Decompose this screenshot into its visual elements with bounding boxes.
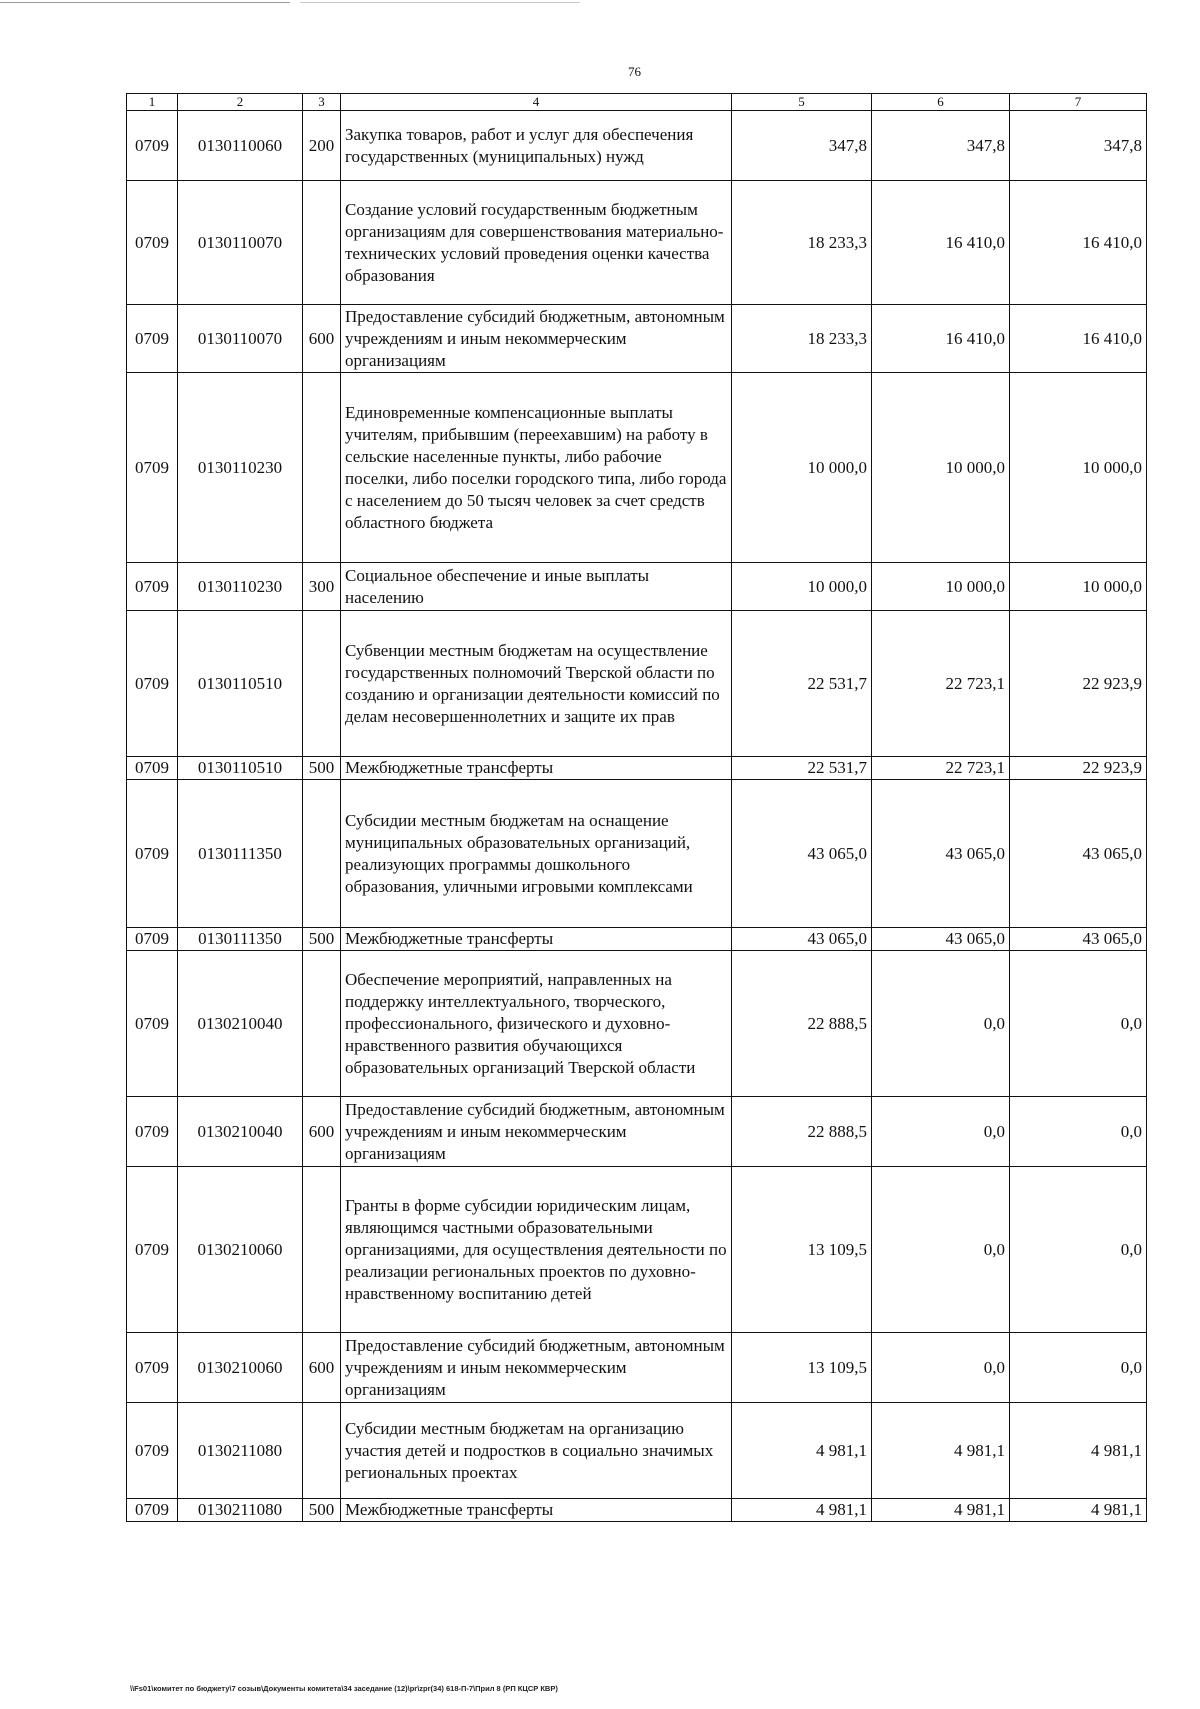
amount-col7: 16 410,0 <box>1010 181 1147 305</box>
amount-col7: 10 000,0 <box>1010 373 1147 563</box>
table-row <box>127 181 1147 305</box>
target-code: 0130110060 <box>178 111 303 181</box>
item-name: Субсидии местным бюджетам на оснащение муниципальных образовательных организаций, реализующих программы дошкольного образования, уличными игровыми комплексами <box>341 780 732 928</box>
section-code: 0709 <box>127 780 178 928</box>
amount-col6: 4 981,1 <box>872 1499 1010 1522</box>
section-code: 0709 <box>127 563 178 611</box>
table-row <box>127 1499 1147 1522</box>
section-code: 0709 <box>127 1333 178 1403</box>
amount-col7: 43 065,0 <box>1010 928 1147 951</box>
item-name: Создание условий государственным бюджетным организациям для совершенствования материально-технических условий проведения оценки качества образования <box>341 181 732 305</box>
expense-kind <box>303 951 341 1097</box>
item-name: Межбюджетные трансферты <box>341 1499 732 1522</box>
target-code: 0130211080 <box>178 1403 303 1499</box>
target-code: 0130111350 <box>178 780 303 928</box>
amount-col5: 4 981,1 <box>732 1403 872 1499</box>
table-row <box>127 780 1147 928</box>
header-cell: 6 <box>872 94 1010 111</box>
amount-col5: 13 109,5 <box>732 1333 872 1403</box>
target-code: 0130111350 <box>178 928 303 951</box>
expense-kind: 600 <box>303 305 341 373</box>
target-code: 0130210040 <box>178 1097 303 1167</box>
section-code: 0709 <box>127 1499 178 1522</box>
table-row <box>127 373 1147 563</box>
amount-col7: 4 981,1 <box>1010 1403 1147 1499</box>
item-name: Социальное обеспечение и иные выплаты населению <box>341 563 732 611</box>
amount-col7: 4 981,1 <box>1010 1499 1147 1522</box>
top-rule <box>0 2 290 3</box>
target-code: 0130110230 <box>178 563 303 611</box>
amount-col6: 10 000,0 <box>872 373 1010 563</box>
target-code: 0130210060 <box>178 1333 303 1403</box>
amount-col5: 13 109,5 <box>732 1167 872 1333</box>
amount-col6: 43 065,0 <box>872 928 1010 951</box>
amount-col7: 16 410,0 <box>1010 305 1147 373</box>
table-row <box>127 1167 1147 1333</box>
amount-col6: 4 981,1 <box>872 1403 1010 1499</box>
expense-kind <box>303 181 341 305</box>
amount-col7: 347,8 <box>1010 111 1147 181</box>
section-code: 0709 <box>127 1403 178 1499</box>
table-row <box>127 611 1147 757</box>
item-name: Межбюджетные трансферты <box>341 928 732 951</box>
expense-kind <box>303 1167 341 1333</box>
target-code: 0130110070 <box>178 181 303 305</box>
table-row <box>127 757 1147 780</box>
expense-kind: 500 <box>303 757 341 780</box>
budget-table <box>126 93 1147 1522</box>
item-name: Предоставление субсидий бюджетным, автономным учреждениям и иным некоммерческим организациям <box>341 1333 732 1403</box>
section-code: 0709 <box>127 611 178 757</box>
header-cell: 2 <box>178 94 303 111</box>
amount-col6: 16 410,0 <box>872 305 1010 373</box>
target-code: 0130110070 <box>178 305 303 373</box>
header-cell: 3 <box>303 94 341 111</box>
amount-col5: 43 065,0 <box>732 780 872 928</box>
item-name: Закупка товаров, работ и услуг для обеспечения государственных (муниципальных) нужд <box>341 111 732 181</box>
expense-kind <box>303 611 341 757</box>
amount-col5: 22 531,7 <box>732 611 872 757</box>
section-code: 0709 <box>127 757 178 780</box>
amount-col5: 4 981,1 <box>732 1499 872 1522</box>
item-name: Предоставление субсидий бюджетным, автономным учреждениям и иным некоммерческим организациям <box>341 305 732 373</box>
item-name: Единовременные компенсационные выплаты учителям, прибывшим (переехавшим) на работу в сельские населенные пункты, либо рабочие поселки, либо поселки городского типа, либо города с населением до 50 тысяч человек за счет средств областного бюджета <box>341 373 732 563</box>
table-row <box>127 951 1147 1097</box>
amount-col5: 18 233,3 <box>732 181 872 305</box>
amount-col7: 0,0 <box>1010 1097 1147 1167</box>
amount-col7: 22 923,9 <box>1010 611 1147 757</box>
item-name: Субвенции местным бюджетам на осуществление государственных полномочий Тверской области по созданию и организации деятельности комиссий по делам несовершеннолетних и защите их прав <box>341 611 732 757</box>
amount-col6: 0,0 <box>872 1167 1010 1333</box>
table-row <box>127 305 1147 373</box>
amount-col7: 22 923,9 <box>1010 757 1147 780</box>
amount-col5: 10 000,0 <box>732 373 872 563</box>
amount-col6: 0,0 <box>872 951 1010 1097</box>
expense-kind: 600 <box>303 1097 341 1167</box>
section-code: 0709 <box>127 951 178 1097</box>
target-code: 0130210060 <box>178 1167 303 1333</box>
amount-col5: 347,8 <box>732 111 872 181</box>
header-cell: 1 <box>127 94 178 111</box>
expense-kind: 300 <box>303 563 341 611</box>
expense-kind <box>303 1403 341 1499</box>
amount-col6: 10 000,0 <box>872 563 1010 611</box>
amount-col7: 10 000,0 <box>1010 563 1147 611</box>
item-name: Предоставление субсидий бюджетным, автономным учреждениям и иным некоммерческим организациям <box>341 1097 732 1167</box>
amount-col6: 43 065,0 <box>872 780 1010 928</box>
expense-kind: 600 <box>303 1333 341 1403</box>
footer-file-path: \\Fs01\комитет по бюджету\7 созыв\Документы комитета\34 заседание (12)\pr\zpr(34) 618-П-7\Прил 8 (РП КЦСР КВР) <box>130 1684 558 1693</box>
amount-col5: 22 531,7 <box>732 757 872 780</box>
item-name: Межбюджетные трансферты <box>341 757 732 780</box>
section-code: 0709 <box>127 111 178 181</box>
table-row <box>127 928 1147 951</box>
table-row <box>127 1333 1147 1403</box>
target-code: 0130110510 <box>178 611 303 757</box>
amount-col6: 16 410,0 <box>872 181 1010 305</box>
amount-col7: 0,0 <box>1010 1167 1147 1333</box>
section-code: 0709 <box>127 1097 178 1167</box>
item-name: Субсидии местным бюджетам на организацию участия детей и подростков в социально значимых региональных проектах <box>341 1403 732 1499</box>
expense-kind: 500 <box>303 928 341 951</box>
section-code: 0709 <box>127 181 178 305</box>
table-row <box>127 1097 1147 1167</box>
amount-col7: 0,0 <box>1010 1333 1147 1403</box>
amount-col5: 43 065,0 <box>732 928 872 951</box>
header-row <box>127 94 1147 111</box>
section-code: 0709 <box>127 1167 178 1333</box>
amount-col5: 10 000,0 <box>732 563 872 611</box>
expense-kind <box>303 780 341 928</box>
amount-col5: 18 233,3 <box>732 305 872 373</box>
item-name: Обеспечение мероприятий, направленных на поддержку интеллектуального, творческого, профессионального, физического и духовно-нравственного развития обучающихся образовательных организаций Тверской области <box>341 951 732 1097</box>
header-cell: 4 <box>341 94 732 111</box>
target-code: 0130110230 <box>178 373 303 563</box>
amount-col6: 22 723,1 <box>872 757 1010 780</box>
section-code: 0709 <box>127 373 178 563</box>
amount-col6: 0,0 <box>872 1333 1010 1403</box>
section-code: 0709 <box>127 305 178 373</box>
target-code: 0130211080 <box>178 1499 303 1522</box>
table-row <box>127 111 1147 181</box>
amount-col6: 0,0 <box>872 1097 1010 1167</box>
table-row <box>127 563 1147 611</box>
expense-kind <box>303 373 341 563</box>
amount-col5: 22 888,5 <box>732 1097 872 1167</box>
header-cell: 5 <box>732 94 872 111</box>
amount-col6: 22 723,1 <box>872 611 1010 757</box>
target-code: 0130210040 <box>178 951 303 1097</box>
amount-col7: 0,0 <box>1010 951 1147 1097</box>
target-code: 0130110510 <box>178 757 303 780</box>
amount-col6: 347,8 <box>872 111 1010 181</box>
amount-col7: 43 065,0 <box>1010 780 1147 928</box>
top-rule-faint <box>300 2 580 3</box>
page-number: 76 <box>628 64 641 79</box>
item-name: Гранты в форме субсидии юридическим лицам, являющимся частными образовательными организациями, для осуществления деятельности по реализации региональных проектов по духовно-нравственному воспитанию детей <box>341 1167 732 1333</box>
section-code: 0709 <box>127 928 178 951</box>
header-cell: 7 <box>1010 94 1147 111</box>
table-row <box>127 1403 1147 1499</box>
expense-kind: 200 <box>303 111 341 181</box>
amount-col5: 22 888,5 <box>732 951 872 1097</box>
expense-kind: 500 <box>303 1499 341 1522</box>
